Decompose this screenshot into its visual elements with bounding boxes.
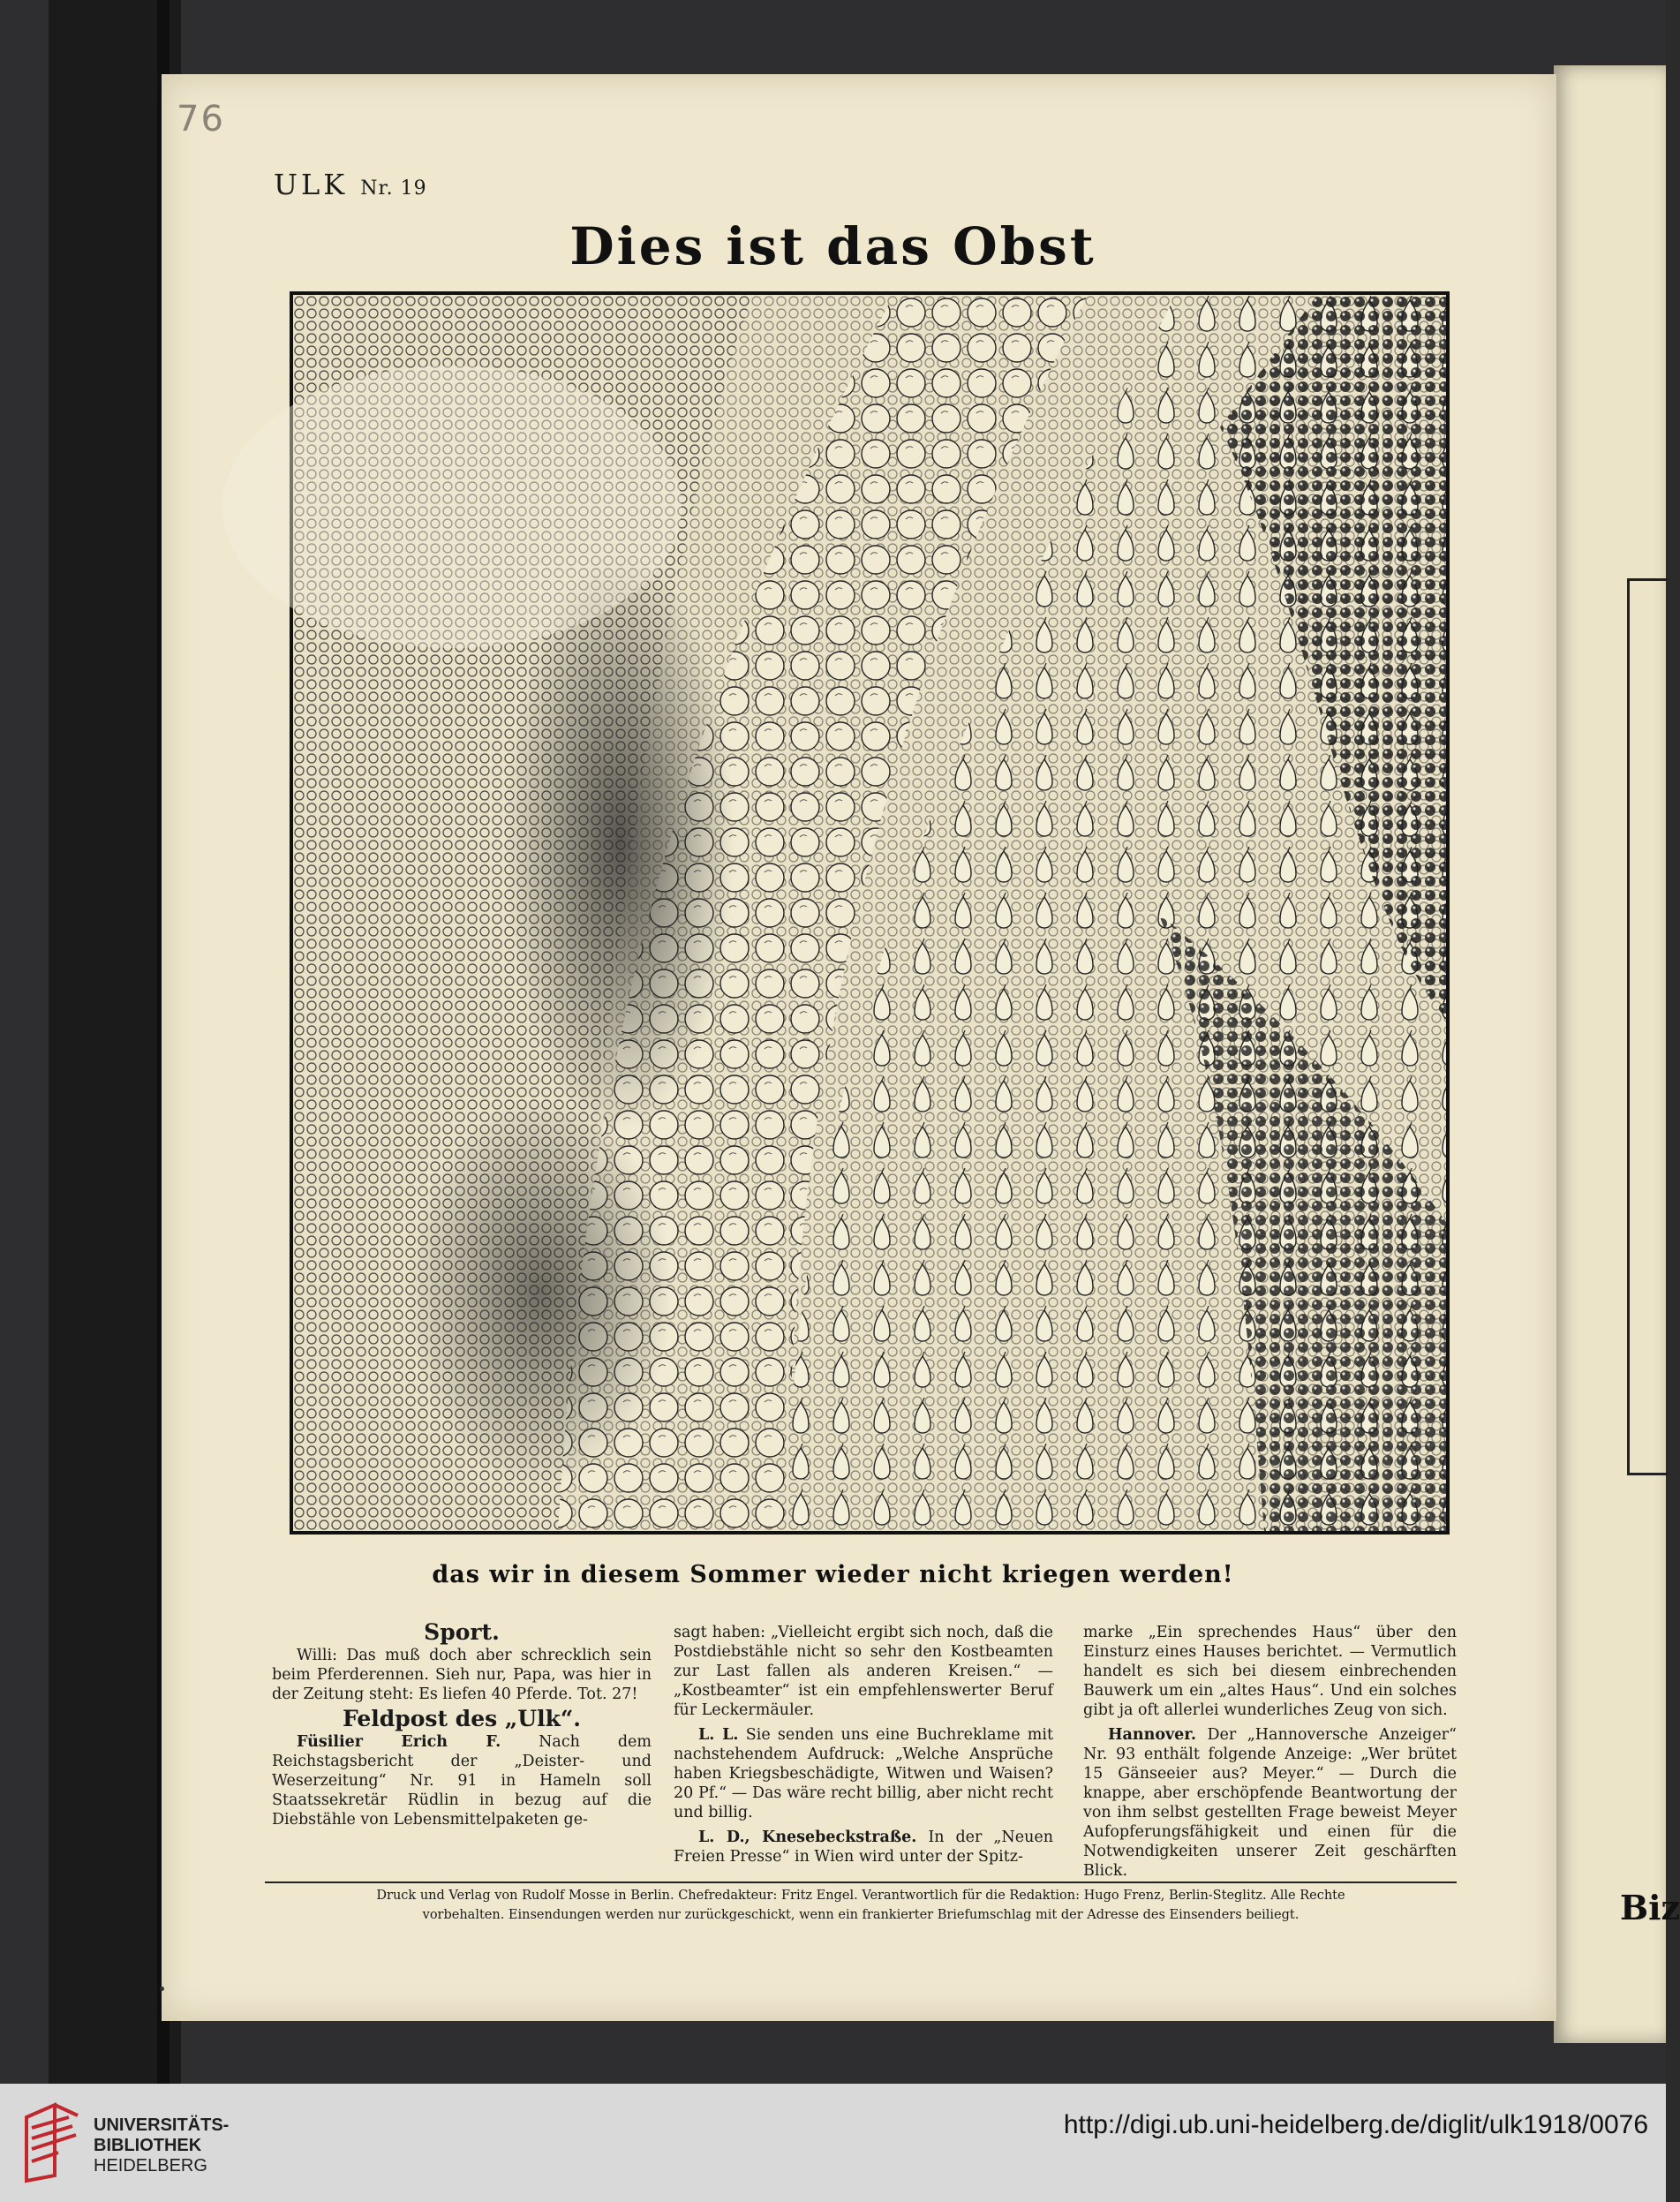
library-name-line-2: BIBLIOTHEK [94,2136,202,2155]
page-title: Dies ist das Obst [569,216,1096,276]
page-header [274,168,427,201]
fruit-drawing [293,295,1446,1531]
col2-paragraph-2 [674,1725,1053,1822]
sport-heading: Sport. [424,1619,500,1645]
col3-paragraph-1: marke „Ein sprechendes Haus“ über den Einsturz eines Hauses berichtet. — Vermutlich handelt es sich bei diesem einbrechenden Bauwerk um ein „altes Haus“. Und ein solches gibt ja oft allerlei wunderliches Zeug von sich. [1083,1624,1457,1719]
col2-paragraph-3 [674,1828,1053,1866]
col2-p2-text: Sie senden uns eine Buchreklame mit nachstehendem Aufdruck: „Welche Ansprüche haben Kriegsbeschädigte, Witwen und Waisen? 20 Pf.“ — Das wäre recht billig, aber nicht recht und billig. [674,1726,1053,1821]
illustration-caption: das wir in diesem Sommer wieder nicht kriegen werden! [432,1561,1234,1588]
library-name-line-1: UNIVERSITÄTS- [94,2115,230,2135]
issue-number: Nr. 19 [360,177,427,200]
library-logo-icon [19,2100,83,2184]
permalink-url[interactable]: http://digi.ub.uni-heidelberg.de/diglit/ulk1918/0076 [1063,2110,1648,2139]
col2-p3-name: L. D., Knesebeckstraße. [698,1829,917,1846]
imprint-line-1: Druck und Verlag von Rudolf Mosse in Berlin. Chefredakteur: Fritz Engel. Verantwortlich für die Redaktion: Hugo Frenz, Berlin-Steglitz. Alle Rechte [376,1889,1345,1903]
text-column-3 [1083,1623,1457,1886]
library-name [94,2115,229,2176]
fruit-illustration [290,291,1450,1535]
magazine-name: ULK [274,168,349,201]
col3-p2-name: Hannover. [1108,1726,1197,1744]
col2-paragraph-1: sagt haben: „Vielleicht ergibt sich noch, daß die Postdiebstähle nicht so sehr den Kostbeamten zur Last fallen als anderen Kreisen.“ — „Kostbeamter“ ist ein empfehlenswerter Beruf für Leckermäuler. [674,1624,1053,1719]
library-footer-bar [0,2084,1666,2202]
text-column-2 [674,1623,1053,1872]
page-speck [160,1987,164,1991]
facing-page-text-fragment: Biz [1620,1888,1680,1927]
facing-page-frame [1627,578,1669,1475]
library-name-line-3: HEIDELBERG [94,2156,207,2176]
feldpost-item-text: Nach dem Reichstagsbericht der „Deister- und Weserzeitung“ Nr. 91 in Hameln soll Staatssekretär Rüdlin in bezug auf die Diebstähle von Lebensmittelpaketen ge- [272,1733,652,1829]
footer-rule [265,1882,1457,1883]
col2-p3-text: In der „Neuen Freien Presse“ in Wien wird unter der Spitz- [674,1829,1053,1866]
col3-paragraph-2 [1083,1725,1457,1881]
col2-p2-name: L. L. [698,1726,739,1744]
col3-p2-text: Der „Hannoversche Anzeiger“ Nr. 93 enthält folgende Anzeige: „Wer brütet 15 Gänseeier aus? Meyer.“ — Durch die knappe, aber erschöpfende Beantwortung der von ihm selbst gestellten Frage beweist Meyer Aufopferungsfähigkeit und einen für die Notwendigkeiten unserer Zeit geschärften Blick. [1083,1726,1457,1880]
sport-text: Willi: Das muß doch aber schrecklich sein beim Pferderennen. Sieh nur, Papa, was hier in der Zeitung steht: Es liefen 40 Pferde. Tot. 27! [272,1647,652,1703]
feldpost-item-name: Füsilier Erich F. [297,1733,501,1751]
text-column-1 [272,1619,652,1835]
imprint-line-2: vorbehalten. Einsendungen werden nur zurückgeschickt, wenn ein frankierter Briefumschlag mit der Adresse des Einsenders beiliegt. [422,1908,1300,1922]
feldpost-item [272,1732,652,1829]
feldpost-heading: Feldpost des „Ulk“. [343,1706,581,1731]
pencil-page-number: 76 [177,99,225,140]
